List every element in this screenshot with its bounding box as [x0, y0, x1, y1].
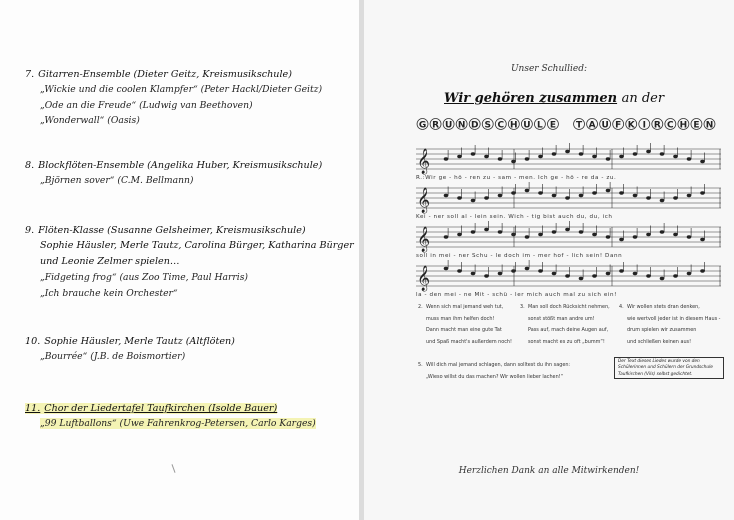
note-head — [687, 235, 692, 238]
verse-number: 4. — [619, 304, 624, 310]
note-head — [565, 274, 570, 277]
note-head — [484, 274, 489, 277]
note-head — [673, 155, 678, 158]
banner-letter: K — [627, 120, 635, 131]
note-head — [606, 189, 611, 192]
piece-line: „Björnen sover“ (C.M. Bellmann) — [40, 175, 194, 186]
note-head — [538, 191, 543, 194]
note-head — [538, 269, 543, 272]
note-head — [525, 157, 530, 160]
program-item-7 — [25, 68, 355, 129]
note-head — [565, 150, 570, 153]
note-head — [552, 230, 557, 233]
verse-line: Wir wollen stets dran denken, — [627, 304, 700, 310]
lyric-line-1: R.:Wir ge - hö - ren zu - sam - men. Ich ge - hö - re da - zu. — [416, 175, 617, 181]
program-page-left — [0, 0, 359, 520]
performers-line: Sophie Häusler, Merle Tautz, Carolina Bürger, Katharina Bürger — [40, 240, 354, 251]
music-staff-1 — [416, 143, 721, 175]
note-head — [619, 269, 624, 272]
banner-letter: E — [549, 120, 557, 131]
note-head — [700, 269, 705, 272]
verse-2 — [418, 302, 512, 348]
program-item-11 — [25, 402, 355, 432]
note-head — [646, 274, 651, 277]
note-head — [660, 152, 665, 155]
note-head — [646, 150, 651, 153]
note-head — [673, 233, 678, 236]
note-head — [565, 196, 570, 199]
note-head — [484, 228, 489, 231]
thanks-line: Herzlichen Dank an alle Mitwirkenden! — [458, 466, 640, 476]
note-head — [592, 155, 597, 158]
piece-line: „99 Luftballons“ (Uwe Fahrenkrog-Petersen, Carlo Karges) — [40, 418, 316, 429]
note-head — [457, 155, 462, 158]
verse-3 — [520, 302, 610, 348]
note-head — [511, 191, 516, 194]
item-number: 10. — [25, 336, 41, 347]
item-number: 7. — [25, 69, 35, 80]
verse-line: drum spielen wir zusammen — [627, 327, 697, 333]
note-head — [606, 272, 611, 275]
note-head — [471, 272, 476, 275]
banner-letter: D — [470, 120, 479, 131]
svg-text:𝄞: 𝄞 — [417, 149, 431, 174]
verse-4 — [619, 302, 720, 348]
note-head — [538, 155, 543, 158]
piece-line: „Ich brauche kein Orchester“ — [40, 287, 178, 299]
song-title-rest: an der — [621, 91, 665, 106]
note-head — [511, 160, 516, 163]
banner-letter: U — [444, 120, 453, 131]
banner-letter: A — [588, 120, 596, 131]
note-head — [498, 272, 503, 275]
note-head — [633, 152, 638, 155]
note-head — [511, 233, 516, 236]
music-staff-4 — [416, 260, 721, 292]
program-item-9 — [25, 224, 355, 301]
note-head — [525, 235, 530, 238]
banner-letter: F — [615, 120, 622, 131]
note-head — [700, 160, 705, 163]
piece-line: „Ode an die Freude“ (Ludwig van Beethoven) — [40, 99, 253, 111]
note-head — [471, 152, 476, 155]
note-head — [471, 230, 476, 233]
banner-letter: S — [484, 120, 491, 131]
program-item-8 — [25, 159, 355, 189]
note-head — [660, 230, 665, 233]
note-head — [565, 228, 570, 231]
verse-line: sonst stößt man andre um! — [528, 315, 595, 322]
note-head — [552, 272, 557, 275]
verse-number: 2. — [418, 304, 423, 310]
item-title: Flöten-Klasse (Susanne Gelsheimer, Kreismusikschule) — [38, 225, 306, 236]
banner-letter: G — [418, 120, 427, 131]
lyric-line-2: Kei - ner soll al - lein sein. Wich - tig bist auch du, du, ich — [416, 214, 613, 220]
verse-line: und schließen keinen aus! — [627, 338, 692, 345]
lyric-line-3: soll in mei - ner Schu - le doch im - mer hof - lich sein! Dann — [416, 253, 623, 259]
note-head — [579, 230, 584, 233]
banner-letter: R — [653, 120, 661, 131]
note-head — [633, 235, 638, 238]
note-head — [687, 194, 692, 197]
verse-line: Wenn sich mal jemand weh tut, — [426, 304, 504, 310]
note-head — [592, 191, 597, 194]
note-head — [646, 233, 651, 236]
note-head — [619, 238, 624, 241]
banner-letter: U — [601, 120, 609, 131]
banner-letter: I — [642, 120, 646, 131]
banner-letter: H — [679, 120, 688, 131]
note-head — [619, 191, 624, 194]
note-head — [552, 152, 557, 155]
verse-number: 5. — [418, 362, 423, 368]
music-staff-3 — [416, 221, 721, 253]
note-head — [457, 196, 462, 199]
svg-text:𝄞: 𝄞 — [417, 266, 431, 291]
note-head — [525, 189, 530, 192]
note-head — [471, 199, 476, 202]
banner-letter: C — [497, 120, 505, 131]
item-title: Blockflöten-Ensemble (Angelika Huber, Kreismusikschule) — [38, 160, 323, 171]
stray-mark — [171, 464, 175, 473]
credit-box: Der Text dieses Liedes wurde von den Schülerinnen und Schülern der Grundschule Taufkirchen (Vils) selbst gedichtet. — [614, 357, 724, 379]
banner-letter: E — [693, 120, 700, 131]
piece-line: „Wickie und die coolen Klampfer“ (Peter Hackl/Dieter Geitz) — [40, 84, 323, 95]
note-head — [646, 196, 651, 199]
performers-line: und Leonie Zelmer spielen… — [40, 256, 180, 267]
song-title-main: Wir gehören zusammen — [444, 91, 618, 106]
verse-line: „Wieso willst du das machen? Wir wollen lieber lachen!“ — [426, 373, 564, 380]
verse-line: muss man ihm helfen doch! — [426, 315, 495, 322]
note-head — [579, 152, 584, 155]
note-head — [444, 194, 449, 197]
piece-line: „Bourrée“ (J.B. de Boismortier) — [40, 351, 186, 362]
banner-letter: U — [523, 120, 531, 131]
note-head — [660, 199, 665, 202]
piece-line: „Fidgeting frog“ (aus Zoo Time, Paul Harris) — [40, 272, 249, 283]
lyric-line-4: la - den mei - ne Mit - schü - ler mich auch mal zu sich ein! — [416, 292, 618, 298]
song-title — [444, 91, 664, 106]
note-head — [579, 194, 584, 197]
song-page-right — [364, 0, 734, 520]
svg-text:𝄞: 𝄞 — [417, 188, 431, 213]
note-head — [687, 272, 692, 275]
banner-letter: N — [705, 120, 714, 131]
banner-letter: R — [432, 120, 440, 131]
banner-letter: L — [537, 120, 543, 131]
verse-line: wie wertvoll jeder ist in diesem Haus - — [627, 315, 721, 322]
verse-line: Man soll doch Rücksicht nehmen, — [528, 304, 610, 310]
verse-line: sonst macht es zu oft „bumm“! — [528, 338, 605, 345]
program-item-10 — [25, 335, 355, 365]
note-head — [700, 191, 705, 194]
item-title: Sophie Häusler, Merle Tautz (Altflöten) — [44, 336, 235, 347]
note-head — [606, 235, 611, 238]
piece-line: „Wonderwall“ (Oasis) — [40, 115, 140, 126]
banner-letter: C — [667, 120, 674, 131]
note-head — [525, 267, 530, 270]
note-head — [457, 269, 462, 272]
note-head — [673, 196, 678, 199]
verse-line: Will dich mal jemand schlagen, dann solltest du ihn sagen: — [426, 362, 571, 368]
note-head — [498, 230, 503, 233]
note-head — [700, 238, 705, 241]
note-head — [484, 196, 489, 199]
verse-number: 3. — [520, 304, 525, 310]
verse-5 — [418, 360, 570, 383]
note-head — [592, 274, 597, 277]
note-head — [457, 233, 462, 236]
note-head — [444, 267, 449, 270]
note-head — [619, 155, 624, 158]
banner-letter: T — [575, 120, 583, 131]
verse-line: Pass auf, mach deine Augen auf, — [528, 327, 609, 333]
note-head — [579, 277, 584, 280]
note-head — [538, 233, 543, 236]
note-head — [498, 157, 503, 160]
note-head — [673, 274, 678, 277]
banner-letter: N — [457, 120, 466, 131]
note-head — [552, 194, 557, 197]
banner-letter: H — [510, 120, 518, 131]
note-head — [511, 269, 516, 272]
verse-line: und Spaß macht's außerdem noch! — [426, 338, 512, 345]
item-number: 8. — [25, 160, 35, 171]
svg-text:𝄞: 𝄞 — [417, 227, 431, 252]
item-number: 9. — [25, 225, 35, 236]
note-head — [498, 194, 503, 197]
music-staff-2 — [416, 182, 721, 214]
item-title: Chor der Liedertafel Taufkirchen (Isolde Bauer) — [44, 403, 278, 414]
note-head — [660, 277, 665, 280]
note-head — [484, 155, 489, 158]
note-head — [687, 157, 692, 160]
item-number: 11. — [25, 403, 41, 414]
note-head — [444, 235, 449, 238]
song-heading: Unser Schullied: — [510, 64, 588, 74]
note-head — [592, 233, 597, 236]
note-head — [606, 157, 611, 160]
verse-line: Dann macht man eine gute Tat — [426, 327, 502, 333]
note-head — [633, 272, 638, 275]
note-head — [444, 157, 449, 160]
item-title: Gitarren-Ensemble (Dieter Geitz, Kreismusikschule) — [38, 69, 292, 80]
note-head — [633, 194, 638, 197]
school-banner — [416, 113, 716, 135]
